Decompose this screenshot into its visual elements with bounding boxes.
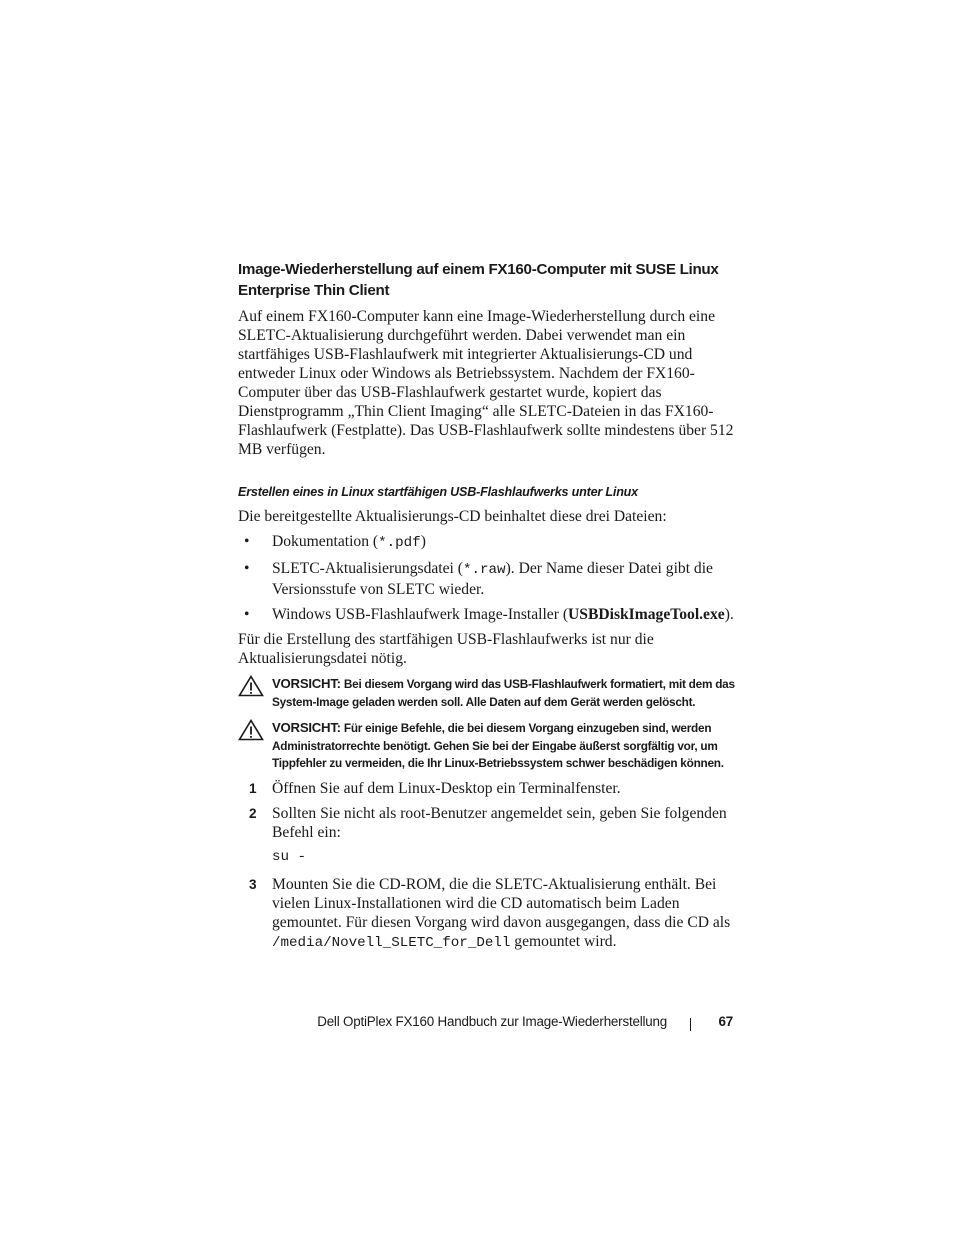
list-item xyxy=(238,875,738,953)
list-item xyxy=(238,804,738,867)
warning-triangle-icon xyxy=(238,675,264,697)
caution-text: Bei diesem Vorgang wird das USB-Flashlaufwerk formatiert, mit dem das System-Image geladen werden soll. Alle Daten auf dem Gerät werden gelöscht. xyxy=(272,677,735,709)
caution-label: VORSICHT: xyxy=(272,720,341,735)
after-bullets-paragraph: Für die Erstellung des startfähigen USB-Flashlaufwerks ist nur die Aktualisierungsdatei nötig. xyxy=(238,631,654,667)
caution-text: Für einige Befehle, die bei diesem Vorgang einzugeben sind, werden Administratorrechte benötigt. Gehen Sie bei der Eingabe äußerst sorgfältig vor, um Tippfehler zu vermeiden, die Ihr Linux-Betriebssystem schwer beschädigen können. xyxy=(272,721,724,770)
section-heading: Image-Wiederherstellung auf einem FX160-Computer mit SUSE Linux Enterprise Thin Client xyxy=(238,261,719,299)
command-line: su - xyxy=(272,848,307,865)
list-item: • SLETC-Aktualisierungsdatei (*.raw). Der Name dieser Datei gibt die Versionsstufe von SLETC wieder. xyxy=(244,560,713,598)
file-list xyxy=(238,532,738,624)
step-number: 2 xyxy=(249,805,257,821)
list-item: • Windows USB-Flashlaufwerk Image-Installer (USBDiskImageTool.exe). xyxy=(244,606,734,623)
mount-path: /media/Novell_SLETC_for_Dell xyxy=(272,934,511,951)
page-content xyxy=(238,259,738,953)
step-number: 1 xyxy=(249,780,257,796)
list-item xyxy=(238,779,738,798)
page-number: 67 xyxy=(718,1014,733,1029)
lead-paragraph: Die bereitgestellte Aktualisierungs-CD beinhaltet diese drei Dateien: xyxy=(238,508,667,525)
code-snippet: *.raw xyxy=(463,562,506,578)
footer-separator xyxy=(690,1018,691,1031)
bullet-icon: • xyxy=(244,533,250,550)
footer-title: Dell OptiPlex FX160 Handbuch zur Image-Wiederherstellung xyxy=(317,1014,667,1029)
procedure-steps xyxy=(238,779,738,953)
step-text: Mounten Sie die CD-ROM, die die SLETC-Aktualisierung enthält. Bei vielen Linux-Installationen wird die CD automatisch beim Laden gemountet. Für diesen Vorgang wird davon ausgegangen, dass die CD als xyxy=(272,875,731,931)
subsection-heading: Erstellen eines in Linux startfähigen USB-Flashlaufwerks unter Linux xyxy=(238,485,638,499)
filename-bold: USBDiskImageTool.exe xyxy=(568,606,725,623)
caution-notice xyxy=(238,719,738,773)
caution-notice xyxy=(238,675,738,711)
list-item: • Dokumentation (*.pdf) xyxy=(244,533,426,551)
bullet-icon: • xyxy=(244,560,250,577)
warning-triangle-icon xyxy=(238,719,264,741)
step-text: Öffnen Sie auf dem Linux-Desktop ein Terminalfenster. xyxy=(272,779,621,797)
caution-label: VORSICHT: xyxy=(272,676,341,691)
intro-paragraph: Auf einem FX160-Computer kann eine Image-Wiederherstellung durch eine SLETC-Aktualisierung durchgeführt werden. Dabei verwendet man ein startfähiges USB-Flashlaufwerk mit integrierter Aktualisierungs-CD und entweder Linux oder Windows als Betriebssystem. Nachdem der FX160-Computer über das USB-Flashlaufwerk gestartet wurde, kopiert das Dienstprogramm „Thin Client Imaging“ alle SLETC-Dateien in das FX160-Flashlaufwerk (Festplatte). Das USB-Flashlaufwerk sollte mindestens über 512 MB verfügen. xyxy=(238,308,734,458)
step-text: Sollten Sie nicht als root-Benutzer angemeldet sein, geben Sie folgenden Befehl ein: xyxy=(272,804,727,841)
step-text-after: gemountet wird. xyxy=(514,932,617,950)
step-number: 3 xyxy=(249,876,257,892)
page-footer xyxy=(238,1014,735,1034)
bullet-icon: • xyxy=(244,606,250,623)
code-snippet: *.pdf xyxy=(378,535,421,551)
